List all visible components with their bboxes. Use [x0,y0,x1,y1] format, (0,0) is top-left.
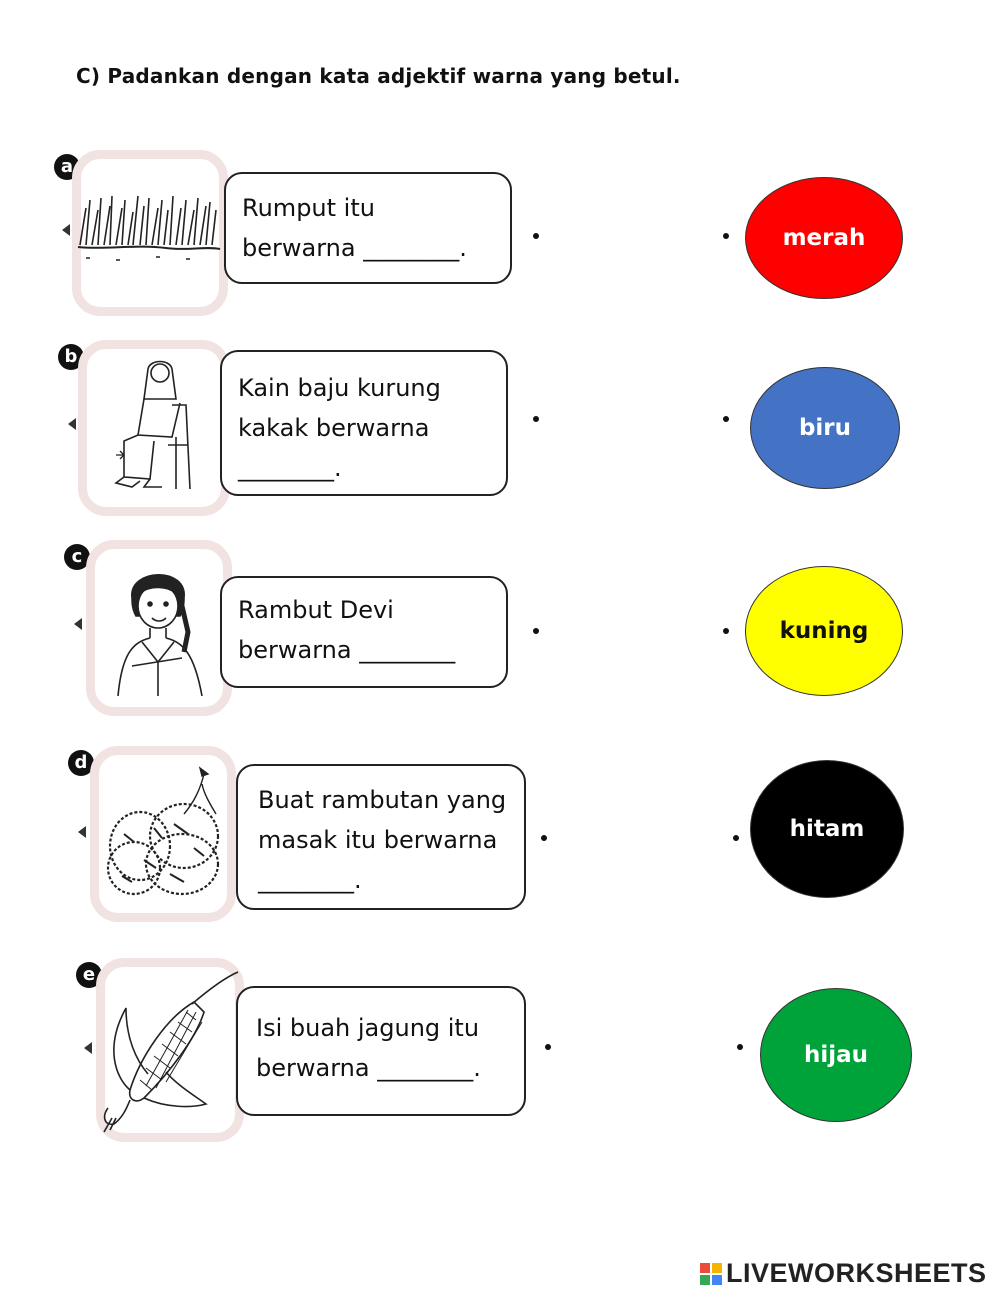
sentence-line: berwarna ________. [242,234,467,262]
match-dot-right[interactable] [723,416,729,422]
color-label: hitam [789,816,865,842]
color-label: biru [798,415,852,441]
liveworksheets-logo [700,1258,987,1289]
sentence-line: Isi buah jagung itu [256,1014,480,1042]
color-label: merah [782,225,866,251]
girl-icon [112,562,208,700]
item-letter-badge: e [76,962,102,988]
color-oval-merah[interactable] [745,177,903,299]
pointer-arrow-icon [78,826,86,838]
match-dot-right[interactable] [723,628,729,634]
match-dot-right[interactable] [733,835,739,841]
logo-mark-icon [700,1263,722,1285]
match-dot-left[interactable] [541,835,547,841]
grass-icon [76,190,222,270]
match-dot-left[interactable] [533,628,539,634]
item-letter-badge: b [58,344,84,370]
sentence-box [236,764,526,910]
match-dot-right[interactable] [737,1044,743,1050]
woman-sitting-icon [110,355,200,495]
sentence-line: berwarna ________ [238,636,456,664]
sentence-line: ________. [238,454,342,482]
match-dot-left[interactable] [533,416,539,422]
color-label: hijau [803,1042,869,1068]
instruction-title: C) Padankan dengan kata adjektif warna yang betul. [76,64,681,88]
sentence-box [220,350,508,496]
sentence-line: kakak berwarna [238,414,430,442]
item-letter-badge: a [54,154,80,180]
sentence-line: ________. [258,866,362,894]
sentence-line: Rambut Devi [238,596,394,624]
color-oval-hijau[interactable] [760,988,912,1122]
sentence-box [236,986,526,1116]
item-letter-badge: c [64,544,90,570]
color-oval-biru[interactable] [750,367,900,489]
match-dot-left[interactable] [533,233,539,239]
match-dot-left[interactable] [545,1044,551,1050]
pointer-arrow-icon [68,418,76,430]
sentence-line: Kain baju kurung [238,374,441,402]
sentence-line: masak itu berwarna [258,826,498,854]
color-oval-kuning[interactable] [745,566,903,696]
match-dot-right[interactable] [723,233,729,239]
logo-text: LIVEWORKSHEETS [726,1258,987,1288]
sentence-line: Rumput itu [242,194,375,222]
sentence-box [220,576,508,688]
pointer-arrow-icon [62,224,70,236]
color-oval-hitam[interactable] [750,760,904,898]
item-letter-badge: d [68,750,94,776]
rambutan-icon [104,764,232,900]
sentence-box [224,172,512,284]
pointer-arrow-icon [84,1042,92,1054]
corn-icon [96,968,246,1134]
pointer-arrow-icon [74,618,82,630]
color-label: kuning [779,618,869,644]
sentence-line: berwarna ________. [256,1054,481,1082]
sentence-line: Buat rambutan yang [258,786,507,814]
